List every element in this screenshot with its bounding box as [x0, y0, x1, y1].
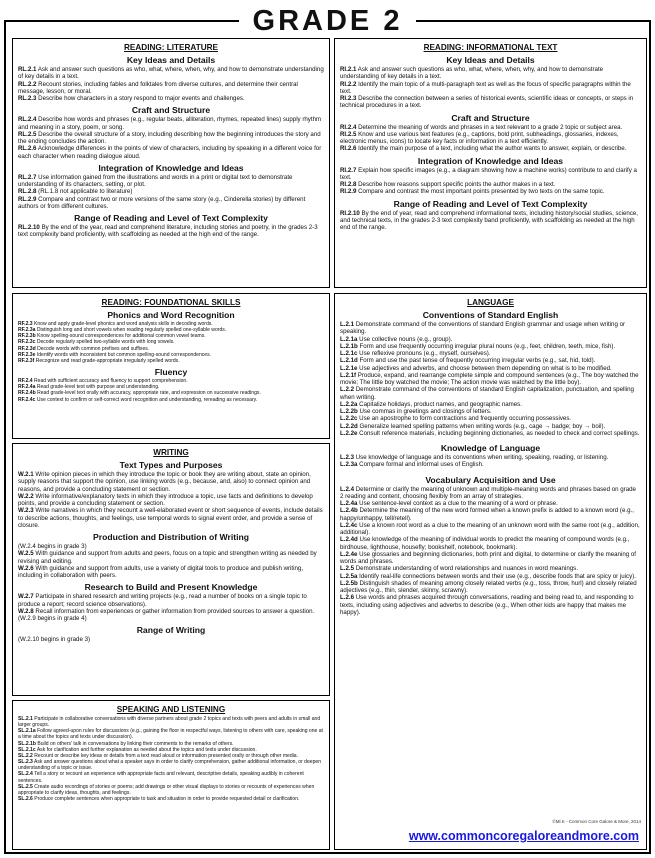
reading-informational-box	[334, 38, 647, 288]
standard-code: RI.2.6	[340, 145, 357, 153]
standard-text: Know and apply grade-level phonics and word analysis skills in decoding words.	[34, 321, 213, 327]
l-conventions	[340, 310, 641, 437]
standard-code: L.2.2e	[340, 429, 358, 437]
standard-text: Ask for clarification and further explanation as needed about the topics and texts under discussion.	[36, 746, 257, 753]
l-vocabulary	[340, 475, 641, 617]
standard-code: RF.2.3b	[18, 333, 36, 340]
standard-text: Demonstrate command of the conventions of standard English capitalization, punctuation, and spelling when writing.	[340, 386, 634, 401]
standard-text: Ask and answer such questions as who, what, where, when, why, and how to demonstrate understanding of key details in a text.	[18, 66, 324, 81]
standard-item	[340, 415, 641, 422]
standard-item	[340, 486, 641, 501]
w-research	[18, 582, 324, 622]
standard-code: W.2.7	[18, 593, 34, 601]
standard-text: Use reflexive pronouns (e.g., myself, ourselves).	[359, 350, 491, 357]
standard-text: Determine or clarify the meaning of unknown and multiple-meaning words and phrases based on grade 2 reading and content, choosing flexibly from an array of strategies.	[340, 485, 636, 500]
subsection-heading: Fluency	[154, 367, 188, 378]
standard-item	[340, 580, 641, 595]
standard-item	[340, 321, 641, 336]
standard-code: W.2.2	[18, 492, 34, 500]
standard-item	[18, 397, 324, 403]
standard-code: L.2.5a	[340, 572, 358, 580]
standard-text: Identify the main purpose of a text, including what the author wants to answer, explain, or describe.	[358, 145, 627, 153]
standard-code: L.2.4	[340, 485, 354, 493]
standard-code: RL.2.6	[18, 145, 37, 153]
standard-item	[340, 423, 641, 430]
standard-item	[18, 796, 324, 802]
standard-item	[18, 95, 324, 102]
standard-code: RF.2.3e	[18, 351, 36, 358]
standard-code: RL.2.8	[18, 188, 37, 196]
standard-text: Decode regularly spelled two-syllable words with long vowels.	[36, 339, 175, 346]
standard-code: L.2.1b	[340, 342, 358, 350]
standard-code: RF.2.3d	[18, 345, 36, 352]
standard-code: RL.2.10	[18, 224, 40, 231]
standard-text: Consult reference materials, including beginning dictionaries, as needed to check and correct spellings.	[359, 429, 640, 437]
standard-code: L.2.2c	[340, 415, 358, 423]
standard-text: Write opinion pieces in which they introduce the topic or book they are writing about, state an opinion, supply reasons that support the opinion, use linking words (e.g., because, and, also) to connect opinion and reasons, and provide a concluding statement or section.	[18, 471, 311, 493]
standard-text: Know spelling-sound correspondences for additional common vowel teams.	[37, 333, 206, 340]
standard-code: RF.2.4	[18, 378, 33, 385]
standard-item	[18, 728, 324, 740]
standard-text: Use commas in greetings and closings of letters.	[359, 408, 492, 415]
standard-code: SL.2.1a	[18, 728, 36, 735]
standard-code: L.2.2d	[340, 422, 358, 430]
subsection-heading: Range of Writing	[136, 625, 206, 636]
standard-item	[18, 784, 324, 796]
standard-item	[340, 461, 641, 468]
standard-code: RF.2.3c	[18, 339, 36, 346]
standard-text: Describe how characters in a story respond to major events and challenges.	[38, 95, 245, 102]
standard-code: RL.2.1	[18, 66, 37, 73]
rl-integration	[18, 163, 324, 210]
rl-range	[18, 213, 324, 239]
standard-text: Produce, expand, and rearrange complete simple and compound sentences (e.g., The boy watched the movie; The little boy watched the movie; The action movie was watched by the little boy).	[340, 371, 639, 386]
subsection-heading: Integration of Knowledge and Ideas	[98, 162, 244, 173]
standard-text: Follow agreed-upon rules for discussions (e.g., gaining the floor in respectful ways, listening to others with care, speaking one at a time about the topics and texts under discussion).	[18, 728, 323, 741]
standard-text: Use sentence-level context as a clue to the meaning of a word or phrase.	[359, 500, 558, 507]
language-box	[334, 293, 647, 850]
rl-key-ideas	[18, 55, 324, 102]
standard-text: (W.2.4 begins in grade 3)	[18, 543, 87, 550]
standard-code: RF.2.3a	[18, 327, 36, 334]
subsection-heading: Production and Distribution of Writing	[93, 532, 249, 542]
standard-text: Participate in shared research and writing projects (e.g., read a number of books on a single topic to produce a report; record science observations).	[18, 593, 307, 608]
standard-item	[340, 365, 641, 372]
standard-code: RI.2.5	[340, 130, 357, 138]
standard-code: RI.2.7	[340, 166, 357, 174]
page-title: GRADE 2	[239, 6, 417, 36]
standard-code: RI.2.10	[340, 209, 360, 217]
standard-code: RL.2.5	[18, 130, 37, 138]
standard-item	[340, 551, 641, 566]
standard-text: Acknowledge differences in the points of view of characters, including by speaking in a different voice for each character when reading dialogue aloud.	[18, 145, 322, 160]
standard-text: Participate in collaborative conversations with diverse partners about grade 2 topics and texts with peers and adults in small and larger groups.	[18, 716, 321, 729]
standard-item	[340, 386, 641, 401]
standard-text: Describe the overall structure of a story, including describing how the beginning introduces the story and the ending concludes the action.	[18, 130, 321, 145]
section-heading: READING: INFORMATIONAL TEXT	[423, 43, 558, 52]
standard-item	[340, 454, 641, 461]
standard-text: Capitalize holidays, product names, and geographic names.	[359, 400, 522, 408]
standard-item	[340, 131, 641, 146]
standard-text: Ask and answer such questions as who, what, where, when, why, and how to demonstrate understanding of key details in a text.	[340, 66, 604, 81]
standard-item	[18, 615, 324, 622]
standard-item	[18, 759, 324, 771]
standard-text: Determine the meaning of words and phrases in a text relevant to a grade 2 topic or subject area.	[358, 123, 623, 131]
standard-item	[18, 471, 324, 493]
standard-code: RI.2.9	[340, 188, 357, 196]
speaking-listening-box	[12, 700, 330, 850]
standard-item	[18, 716, 324, 728]
standard-text: Read with sufficient accuracy and fluency to support comprehension.	[34, 378, 188, 385]
standard-code: SL.2.1	[18, 716, 33, 722]
standard-item	[340, 522, 641, 537]
standard-item	[340, 145, 641, 152]
standard-code: RL.2.4	[18, 116, 37, 124]
ri-key-ideas	[340, 55, 641, 110]
standard-text: Recall information from experiences or gather information from provided sources to answer a question.	[35, 607, 315, 615]
standard-item	[18, 174, 324, 189]
standard-text: (W.2.10 begins in grade 3)	[18, 636, 91, 644]
standard-item	[340, 95, 641, 110]
standard-text: Use knowledge of language and its conventions when writing, speaking, reading, or listening.	[355, 454, 609, 461]
sl-items	[18, 716, 324, 802]
standard-code: RF.2.3	[18, 321, 33, 327]
standard-item	[340, 357, 641, 364]
standard-code: W.2.8	[18, 607, 34, 615]
standard-code: L.2.1c	[340, 350, 358, 357]
standard-code: RI.2.2	[340, 80, 357, 88]
standard-text: Form and use frequently occurring irregular plural nouns (e.g., feet, children, teeth, mice, fish).	[359, 342, 616, 350]
standard-item	[18, 550, 324, 565]
standard-text: Recognize and read grade-appropriate irregularly spelled words.	[35, 357, 180, 364]
standard-item	[18, 507, 324, 529]
standard-item	[340, 343, 641, 350]
standard-text: Describe how words and phrases (e.g., regular beats, alliteration, rhymes, repeated lines) supply rhythm and meaning in a story, poem, or song.	[18, 116, 322, 131]
standard-code: L.2.5	[340, 565, 354, 573]
subsection-heading: Craft and Structure	[451, 112, 530, 123]
standard-item	[18, 131, 324, 146]
standard-text: Read grade-level text with purpose and understanding.	[36, 384, 160, 391]
standard-text: Read grade-level text orally with accuracy, appropriate rate, and expression on successive readings.	[37, 390, 261, 397]
standard-item	[18, 224, 324, 239]
ri-range	[340, 199, 641, 232]
section-heading: READING: LITERATURE	[124, 43, 218, 52]
subsection-heading: Phonics and Word Recognition	[107, 310, 235, 320]
subsection-heading: Key Ideas and Details	[126, 55, 216, 65]
rf-phonics	[18, 310, 324, 364]
standard-code: SL.2.2	[18, 752, 33, 759]
standard-text: Use glossaries and beginning dictionaries, both print and digital, to determine or clarify the meaning of words and phrases.	[340, 550, 636, 565]
foundational-skills-box	[12, 293, 330, 439]
standard-text: Describe the connection between a series of historical events, scientific ideas or concepts, or steps in technical procedures in a text.	[340, 95, 634, 110]
standard-item	[340, 181, 641, 188]
standard-text: Produce complete sentences when appropriate to task and situation in order to provide requested detail or clarification.	[34, 796, 300, 803]
standard-text: Use an apostrophe to form contractions and frequently occurring possessives.	[359, 415, 572, 423]
ri-craft-structure	[340, 113, 641, 153]
standard-text: Recount or describe key ideas or details from a text read aloud or information presented orally or through other media.	[34, 752, 298, 759]
standard-text: Compare and contrast two or more versions of the same story (e.g., Cinderella stories) by different authors or from different cultures.	[18, 195, 306, 210]
standard-code: W.2.5	[18, 550, 34, 558]
standard-item	[340, 573, 641, 580]
standard-text: Ask and answer questions about what a speaker says in order to clarify comprehension, gather additional information, or deepen understanding of a topic or issue.	[18, 759, 321, 772]
standard-item	[340, 594, 641, 616]
standard-text: Write narratives in which they recount a well-elaborated event or short sequence of events, include details to describe actions, thoughts, and feelings, use temporal words to signal event order, and provide a sense of closure.	[18, 507, 323, 529]
standard-item	[18, 608, 324, 615]
subsection-heading: Key Ideas and Details	[446, 55, 535, 65]
standard-item	[340, 81, 641, 96]
standard-item	[340, 565, 641, 572]
subsection-heading: Integration of Knowledge and Ideas	[417, 155, 564, 166]
standard-item	[340, 536, 641, 551]
writing-box	[12, 443, 330, 696]
standard-item	[18, 565, 324, 580]
standard-text: By the end of year, read and comprehend informational texts, including history/social studies, science, and technical texts, in the grades 2-3 text complexity band proficiently, with scaffolding as needed at the high end of the range.	[340, 209, 639, 231]
w-range	[18, 625, 324, 643]
standard-item	[18, 593, 324, 608]
standard-text: Determine the meaning of the new word formed when a known prefix is added to a known word (e.g., happy/unhappy, tell/retell).	[340, 507, 634, 522]
standard-item	[18, 358, 324, 364]
standard-code: RF.2.3f	[18, 357, 35, 364]
standard-item	[18, 66, 324, 81]
standard-code: RF.2.4c	[18, 396, 36, 403]
standard-code: L.2.1f	[340, 371, 357, 379]
copyright-note: ©Ml.K - Common Core Galore & More, 2014	[552, 819, 641, 824]
standard-code: RL.2.2	[18, 80, 37, 88]
standard-item	[18, 636, 324, 643]
standard-text: (RL.1.8 not applicable to literature)	[38, 188, 133, 196]
standard-code: SL.2.5	[18, 783, 33, 790]
standard-text: Identify the main topic of a multi-paragraph text as well as the focus of specific paragraphs within the text.	[340, 80, 631, 95]
standard-code: L.2.1a	[340, 335, 358, 343]
standard-code: L.2.5b	[340, 579, 358, 587]
standard-text: Decode words with common prefixes and suffixes.	[37, 345, 150, 352]
section-heading: LANGUAGE	[467, 298, 514, 307]
standard-item	[18, 493, 324, 508]
standard-item	[340, 507, 641, 522]
standard-item	[340, 124, 641, 131]
standard-text: Know and use various text features (e.g., captions, bold print, subheadings, glossaries, indexes, electronic menus, icons) to locate key facts or information in a text efficiently.	[340, 130, 619, 145]
standard-text: Describe how reasons support specific points the author makes in a text.	[358, 181, 556, 188]
standard-code: RI.2.3	[340, 95, 357, 102]
subsection-heading: Text Types and Purposes	[119, 460, 223, 470]
standard-item	[340, 372, 641, 387]
standard-item	[340, 408, 641, 415]
standard-item	[340, 66, 641, 81]
ri-integration	[340, 156, 641, 196]
standard-text: With guidance and support from adults, use a variety of digital tools to produce and publish writing, including in collaboration with peers.	[18, 564, 304, 579]
standard-item	[340, 500, 641, 507]
standard-code: RI.2.1	[340, 66, 357, 73]
section-heading: READING: FOUNDATIONAL SKILLS	[101, 298, 241, 307]
subsection-heading: Craft and Structure	[131, 105, 211, 116]
section-heading: WRITING	[153, 448, 189, 457]
rl-craft-structure	[18, 105, 324, 160]
standard-item	[18, 116, 324, 131]
standard-code: L.2.2	[340, 386, 354, 394]
standard-code: SL.2.1b	[18, 740, 36, 747]
standard-code: RI.2.8	[340, 181, 357, 188]
standard-code: SL.2.6	[18, 796, 33, 803]
standard-code: RL.2.9	[18, 195, 37, 203]
l-knowledge	[340, 443, 641, 469]
website-link[interactable]: www.commoncoregaloreandmore.com	[408, 829, 639, 843]
standard-code: L.2.1	[340, 321, 354, 328]
standard-text: Use words and phrases acquired through conversations, reading and being read to, and responding to texts, including using adjectives and adverbs to describe (e.g., When other kids are happy that makes me happy).	[340, 594, 634, 616]
standard-text: Build on others' talk in conversations by linking their comments to the remarks of others.	[37, 740, 234, 747]
standard-item	[340, 188, 641, 195]
subsection-heading: Range of Reading and Level of Text Complexity	[74, 213, 268, 223]
standard-item	[340, 401, 641, 408]
w-production	[18, 532, 324, 579]
subsection-heading: Knowledge of Language	[440, 443, 541, 453]
standard-text: Compare formal and informal uses of English.	[359, 461, 484, 469]
standard-code: W.2.6	[18, 564, 34, 572]
standard-text: Demonstrate understanding of word relationships and nuances in word meanings.	[355, 565, 578, 573]
standard-code: L.2.4d	[340, 536, 358, 544]
w-text-types	[18, 460, 324, 529]
standard-text: Demonstrate command of the conventions of standard English grammar and usage when writing or speaking.	[340, 321, 626, 336]
standard-item	[18, 145, 324, 160]
standard-code: L.2.4a	[340, 500, 358, 507]
subsection-heading: Conventions of Standard English	[422, 310, 559, 320]
standard-code: RI.2.4	[340, 123, 357, 131]
standard-item	[18, 543, 324, 550]
standard-text: Explain how specific images (e.g., a diagram showing how a machine works) contribute to and clarify a text.	[340, 166, 637, 181]
section-heading: SPEAKING AND LISTENING	[116, 705, 226, 714]
standard-text: Compare and contrast the most important points presented by two texts on the same topic.	[358, 188, 605, 196]
standard-code: L.2.3a	[340, 461, 358, 469]
standard-code: L.2.6	[340, 594, 354, 602]
standard-item	[340, 210, 641, 232]
standard-code: L.2.4c	[340, 521, 358, 529]
subsection-heading: Vocabulary Acquisition and Use	[425, 474, 556, 485]
standard-item	[340, 336, 641, 343]
standard-code: L.2.3	[340, 454, 354, 461]
standard-code: SL.2.4	[18, 771, 33, 778]
standard-text: Use knowledge of the meaning of individual words to predict the meaning of compound words (e.g., birdhouse, lighthouse, housefly; bookshelf, notebook, bookmark).	[340, 536, 630, 551]
reading-literature-box	[12, 38, 330, 288]
standard-text: Distinguish long and short vowels when reading regularly spelled one-syllable words.	[36, 327, 227, 334]
standard-text: (W.2.9 begins in grade 4)	[18, 615, 87, 622]
standard-code: L.2.1e	[340, 364, 358, 372]
standard-code: RL.2.7	[18, 173, 37, 181]
standard-text: Create audio recordings of stories or poems; add drawings or other visual displays to stories or recounts of experiences when appropriate to clarify ideas, thoughts, and feelings.	[18, 783, 315, 796]
subsection-heading: Range of Reading and Level of Text Complexity	[393, 198, 588, 209]
standard-code: RL.2.3	[18, 95, 37, 102]
standard-text: Identify real-life connections between words and their use (e.g., describe foods that are spicy or juicy).	[359, 572, 636, 580]
standard-code: L.2.4b	[340, 507, 358, 515]
standard-text: Use context to confirm or self-correct word recognition and understanding, rereading as necessary.	[36, 396, 258, 403]
standard-text: Form and use the past tense of frequently occurring irregular verbs (e.g., sat, hid, told).	[359, 357, 596, 365]
subsection-heading: Research to Build and Present Knowledge	[84, 582, 258, 593]
standard-text: Write informative/explanatory texts in which they introduce a topic, use facts and definitions to develop points, and provide a concluding statement or section.	[18, 492, 313, 507]
standard-text: Use a known root word as a clue to the meaning of an unknown word with the same root (e.g., addition, additional).	[340, 521, 640, 536]
standard-text: With guidance and support from adults and peers, focus on a topic and strengthen writing as needed by revising and editing.	[18, 550, 317, 565]
standard-text: By the end of the year, read and comprehend literature, including stories and poetry, in the grades 2-3 text complexity band proficiently, with scaffolding as needed at the high end of the range.	[18, 224, 318, 239]
standard-text: Recount stories, including fables and folktales from diverse cultures, and determine their central message, lesson, or moral.	[18, 80, 298, 95]
standard-item	[18, 196, 324, 211]
standard-text: Tell a story or recount an experience with appropriate facts and relevant, descriptive details, speaking audibly in coherent sentences.	[18, 771, 304, 784]
standard-item	[18, 188, 324, 195]
standard-code: L.2.4e	[340, 550, 358, 558]
standard-item	[340, 430, 641, 437]
standard-item	[340, 350, 641, 357]
standard-text: Generalize learned spelling patterns when writing words (e.g., cage → badge; boy → boil).	[359, 422, 606, 430]
standard-text: Use collective nouns (e.g., group).	[359, 335, 453, 343]
standard-code: RF.2.4a	[18, 384, 36, 391]
standard-item	[18, 771, 324, 783]
standard-code: L.2.1d	[340, 357, 358, 365]
standard-item	[340, 167, 641, 182]
standard-code: RF.2.4b	[18, 390, 36, 397]
standard-code: W.2.3	[18, 507, 34, 515]
standard-text: Use adjectives and adverbs, and choose between them depending on what is to be modified.	[359, 364, 612, 372]
standard-text: Identify words with inconsistent but common spelling-sound correspondences.	[36, 351, 212, 358]
standard-text: Use information gained from the illustrations and words in a print or digital text to demonstrate understanding of its characters, setting, or plot.	[18, 173, 293, 188]
standard-code: L.2.2b	[340, 408, 358, 415]
standard-text: Distinguish shades of meaning among closely related verbs (e.g., toss, throw, hurl) and closely related adjectives (e.g., thin, slender, skinny, scrawny).	[340, 579, 637, 594]
standard-code: SL.2.3	[18, 759, 33, 766]
standard-item	[18, 81, 324, 96]
standard-code: L.2.2a	[340, 400, 358, 408]
rf-fluency	[18, 367, 324, 403]
standard-code: W.2.1	[18, 471, 34, 478]
standard-code: SL.2.1c	[18, 746, 36, 753]
